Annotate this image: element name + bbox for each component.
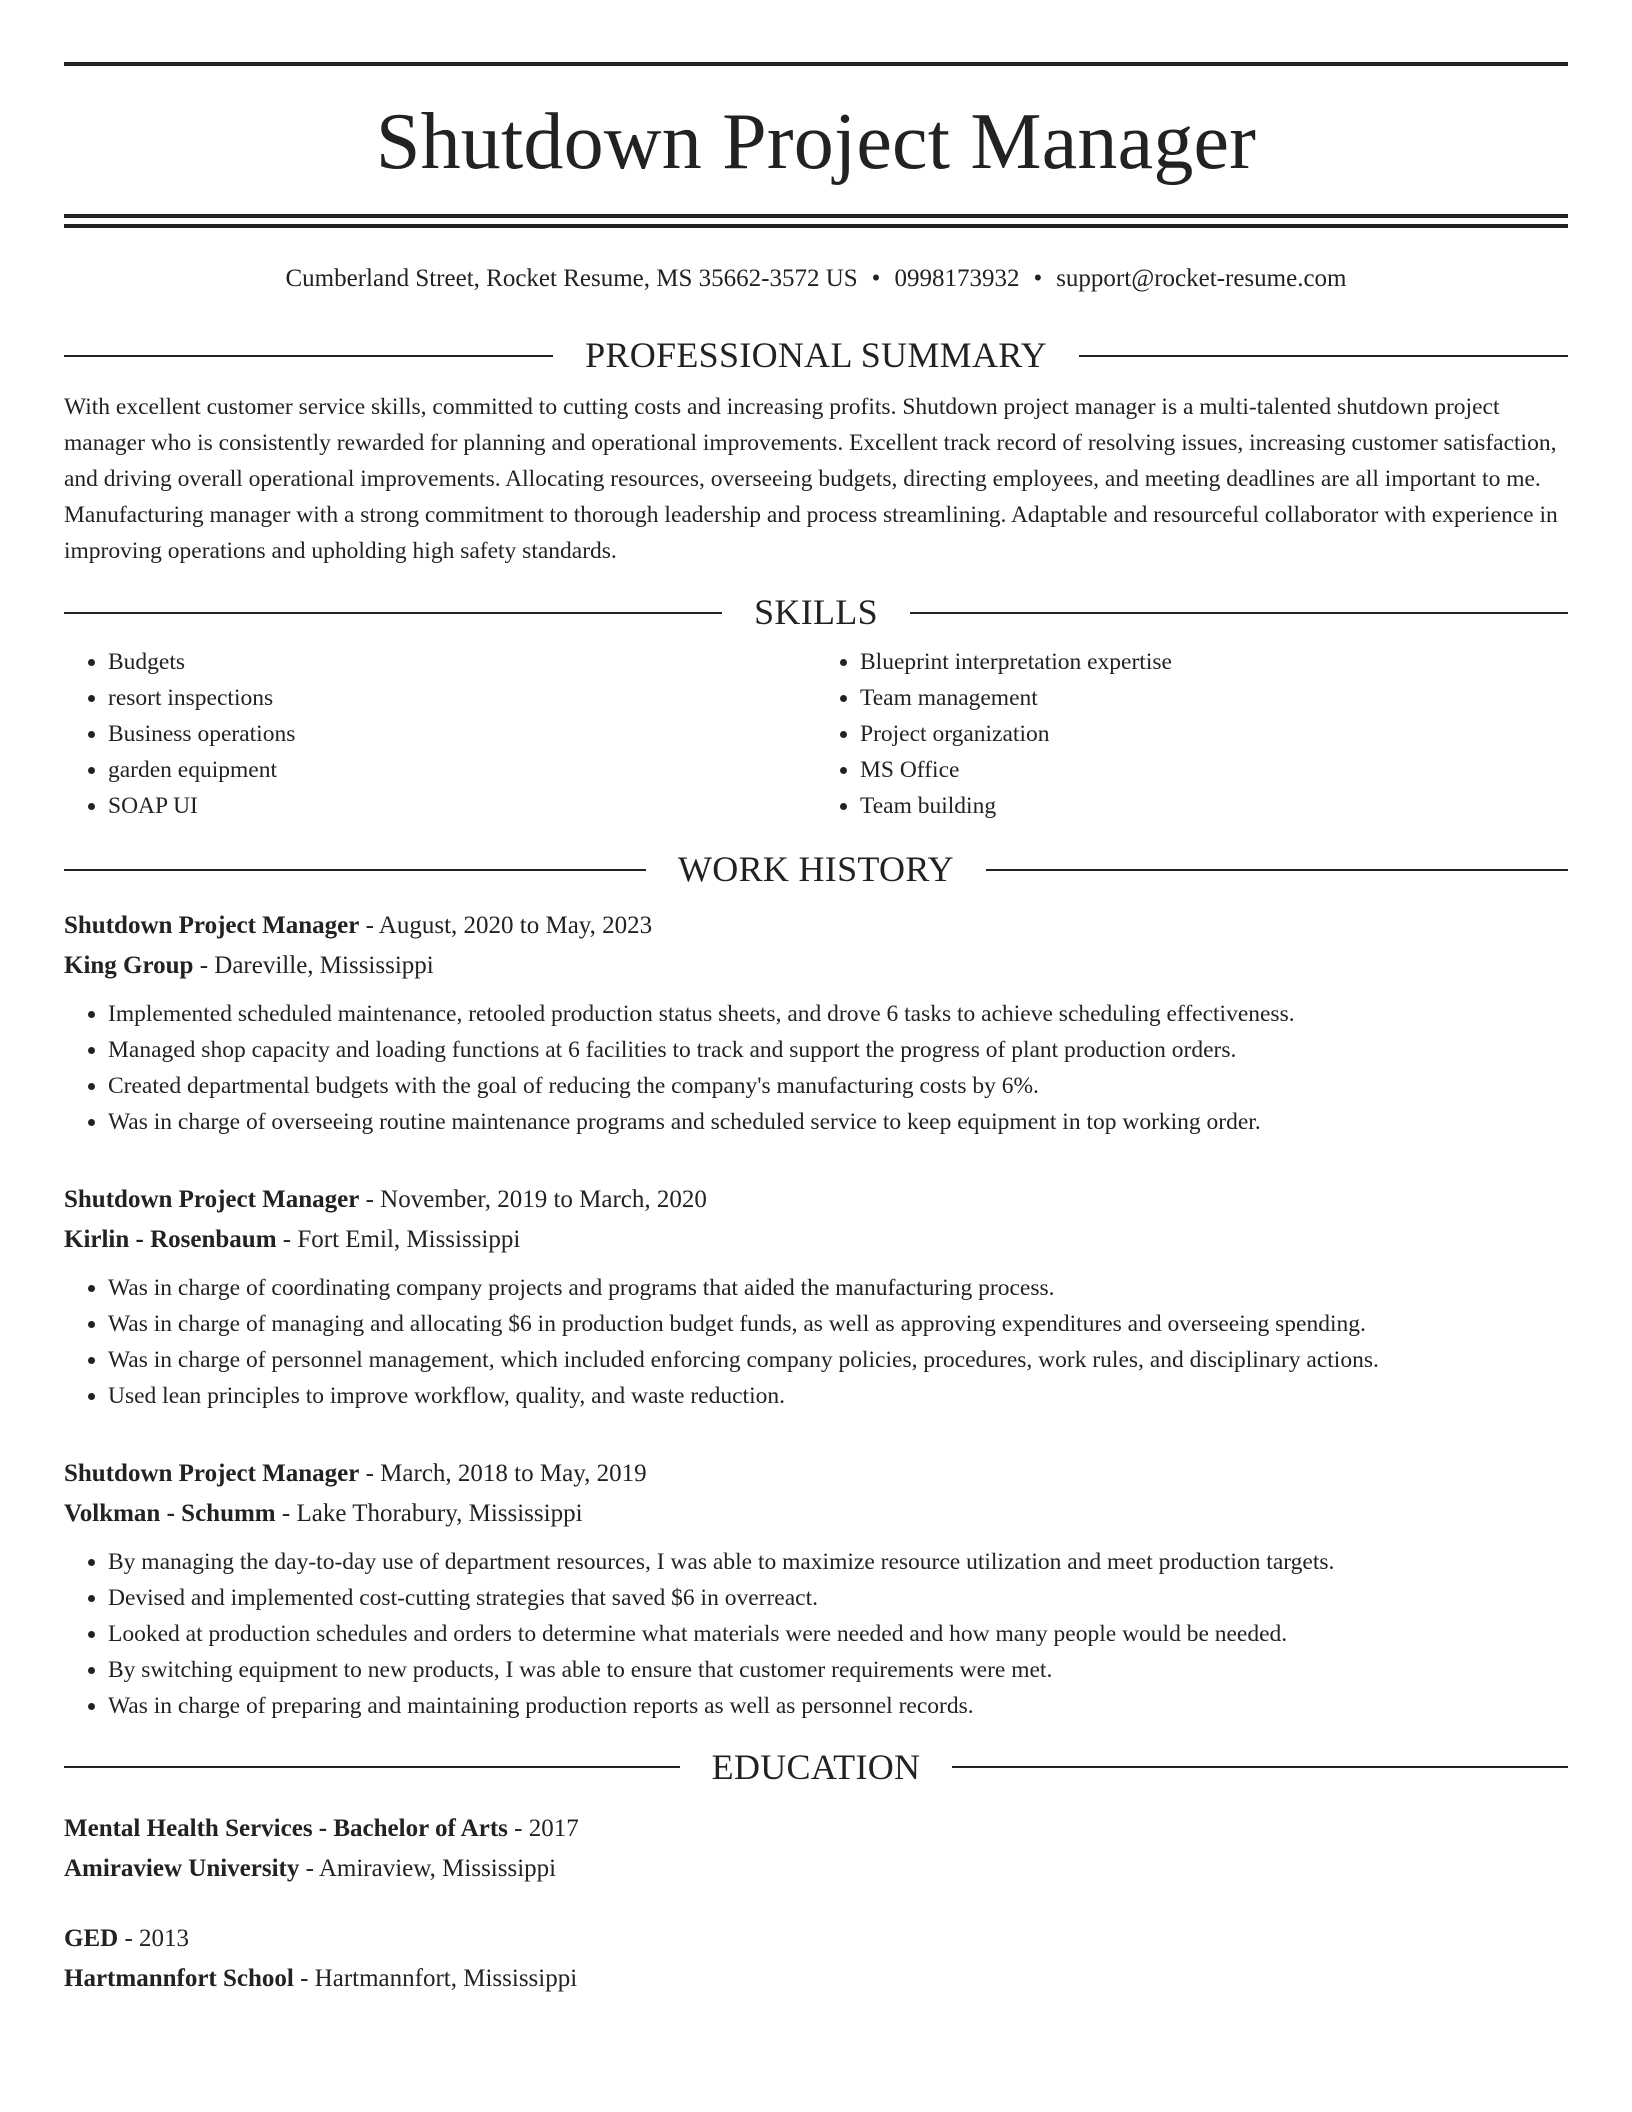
section-rule-right [986, 869, 1568, 871]
job-bullet: • Used lean principles to improve workflow, quality, and waste reduction. [108, 1378, 1568, 1414]
section-rule-left [64, 869, 646, 871]
job-title: Shutdown Project Manager [64, 911, 360, 939]
education-degree-line [64, 1809, 1568, 1849]
job-bullet: • Was in charge of coordinating company projects and programs that aided the manufacturing process. [108, 1270, 1568, 1306]
job-title-line [64, 906, 1568, 946]
skill-item: • Project organization [860, 716, 1568, 752]
education-school-line [64, 1959, 1568, 1999]
section-rule-left [64, 1766, 680, 1768]
section-rule-right [952, 1766, 1568, 1768]
resume-title: Shutdown Project Manager [375, 98, 1257, 186]
contact-phone: 0998173932 [894, 265, 1020, 292]
job-company: Kirlin - Rosenbaum [64, 1225, 277, 1253]
section-header-summary [64, 334, 1568, 377]
job-bullet: • By switching equipment to new products, I was able to ensure that customer requirements were met. [108, 1652, 1568, 1688]
job-dates: - November, 2019 to March, 2020 [359, 1185, 707, 1213]
education-year: - 2017 [507, 1814, 579, 1842]
section-title-skills: SKILLS [754, 592, 878, 633]
skill-item: • SOAP UI [108, 788, 816, 824]
skill-item: • resort inspections [108, 680, 816, 716]
job-title-line [64, 1180, 1568, 1220]
job-bullet: • Was in charge of managing and allocating $6 in production budget funds, as well as approving expenditures and overseeing spending. [108, 1306, 1568, 1342]
job-entry [64, 1180, 1568, 1414]
skill-item: • garden equipment [108, 752, 816, 788]
education-school: Amiraview University [64, 1854, 300, 1882]
education-school-line [64, 1849, 1568, 1889]
skills-list [64, 644, 1568, 824]
job-company: King Group [64, 951, 194, 979]
education-location: - Hartmannfort, Mississippi [293, 1964, 578, 1992]
education-school: Hartmannfort School [64, 1964, 294, 1992]
job-title: Shutdown Project Manager [64, 1459, 360, 1487]
education-entry [64, 1919, 1568, 1999]
job-location: - Dareville, Mississippi [193, 951, 434, 979]
contact-address: Cumberland Street, Rocket Resume, MS 35662-3572 US [285, 265, 858, 292]
section-rule-left [64, 355, 553, 357]
section-header-skills [64, 591, 1568, 634]
job-bullet: • Managed shop capacity and loading functions at 6 facilities to track and support the progress of plant production orders. [108, 1032, 1568, 1068]
job-dates: - March, 2018 to May, 2019 [359, 1459, 647, 1487]
job-location: - Lake Thorabury, Mississippi [275, 1499, 583, 1527]
skills-column-right [816, 644, 1568, 824]
job-bullets [64, 996, 1568, 1140]
section-rule-right [910, 612, 1568, 614]
job-bullet: • Looked at production schedules and orders to determine what materials were needed and how many people would be needed. [108, 1616, 1568, 1652]
job-bullet: • By managing the day-to-day use of department resources, I was able to maximize resource utilization and meet production targets. [108, 1544, 1568, 1580]
education-degree: Mental Health Services - Bachelor of Arts [64, 1814, 508, 1842]
section-title-education: EDUCATION [711, 1746, 921, 1787]
job-title-line [64, 1454, 1568, 1494]
job-title: Shutdown Project Manager [64, 1185, 360, 1213]
skills-column-left [64, 644, 816, 824]
top-rule [64, 62, 1568, 66]
job-bullets [64, 1544, 1568, 1724]
job-company: Volkman - Schumm [64, 1499, 276, 1527]
job-bullet: • Was in charge of personnel management, which included enforcing company policies, procedures, work rules, and disciplinary actions. [108, 1342, 1568, 1378]
job-bullet: • Implemented scheduled maintenance, retooled production status sheets, and drove 6 tasks to achieve scheduling effectiveness. [108, 996, 1568, 1032]
contact-separator: • [871, 265, 881, 292]
skill-item: • Business operations [108, 716, 816, 752]
title-rule-upper [64, 214, 1568, 218]
job-bullet: • Devised and implemented cost-cutting strategies that saved $6 in overreact. [108, 1580, 1568, 1616]
job-bullet: • Was in charge of overseeing routine maintenance programs and scheduled service to keep equipment in top working order. [108, 1104, 1568, 1140]
contact-line [64, 264, 1568, 294]
job-bullets [64, 1270, 1568, 1414]
job-bullet: • Created departmental budgets with the goal of reducing the company's manufacturing costs by 6%. [108, 1068, 1568, 1104]
section-header-education [64, 1746, 1568, 1789]
contact-email: support@rocket-resume.com [1056, 265, 1347, 292]
section-rule-left [64, 612, 722, 614]
education-year: - 2013 [118, 1924, 190, 1952]
job-company-line [64, 946, 1568, 986]
education-degree-line [64, 1919, 1568, 1959]
job-entry [64, 1454, 1568, 1724]
skill-item: • Budgets [108, 644, 816, 680]
section-header-work [64, 848, 1568, 891]
skill-item: • Team building [860, 788, 1568, 824]
education-degree: GED [64, 1924, 119, 1952]
title-rule-lower [64, 224, 1568, 228]
job-company-line [64, 1220, 1568, 1260]
skill-item: • Blueprint interpretation expertise [860, 644, 1568, 680]
summary-text: With excellent customer service skills, committed to cutting costs and increasing profits. Shutdown project manager is a multi-talented shutdown project manager who is consistently rewarded for planning and operational improvements. Excellent track record of resolving issues, increasing customer satisfaction, and driving overall operational improvements. Allocating resources, overseeing budgets, directing employees, and meeting deadlines are all important to me. Manufacturing manager with a strong commitment to thorough leadership and process streamlining. Adaptable and resourceful collaborator with experience in improving operations and upholding high safety standards. [64, 394, 1558, 565]
section-title-summary: PROFESSIONAL SUMMARY [585, 335, 1047, 375]
education-location: - Amiraview, Mississippi [299, 1854, 557, 1882]
job-company-line [64, 1494, 1568, 1534]
job-bullet: • Was in charge of preparing and maintaining production reports as well as personnel records. [108, 1688, 1568, 1724]
job-dates: - August, 2020 to May, 2023 [359, 911, 653, 939]
skill-item: • Team management [860, 680, 1568, 716]
section-title-work: WORK HISTORY [678, 849, 954, 890]
section-rule-right [1079, 355, 1568, 357]
skill-item: • MS Office [860, 752, 1568, 788]
contact-separator: • [1033, 265, 1043, 292]
job-entry [64, 906, 1568, 1140]
education-entry [64, 1809, 1568, 1889]
job-location: - Fort Emil, Mississippi [276, 1225, 521, 1253]
